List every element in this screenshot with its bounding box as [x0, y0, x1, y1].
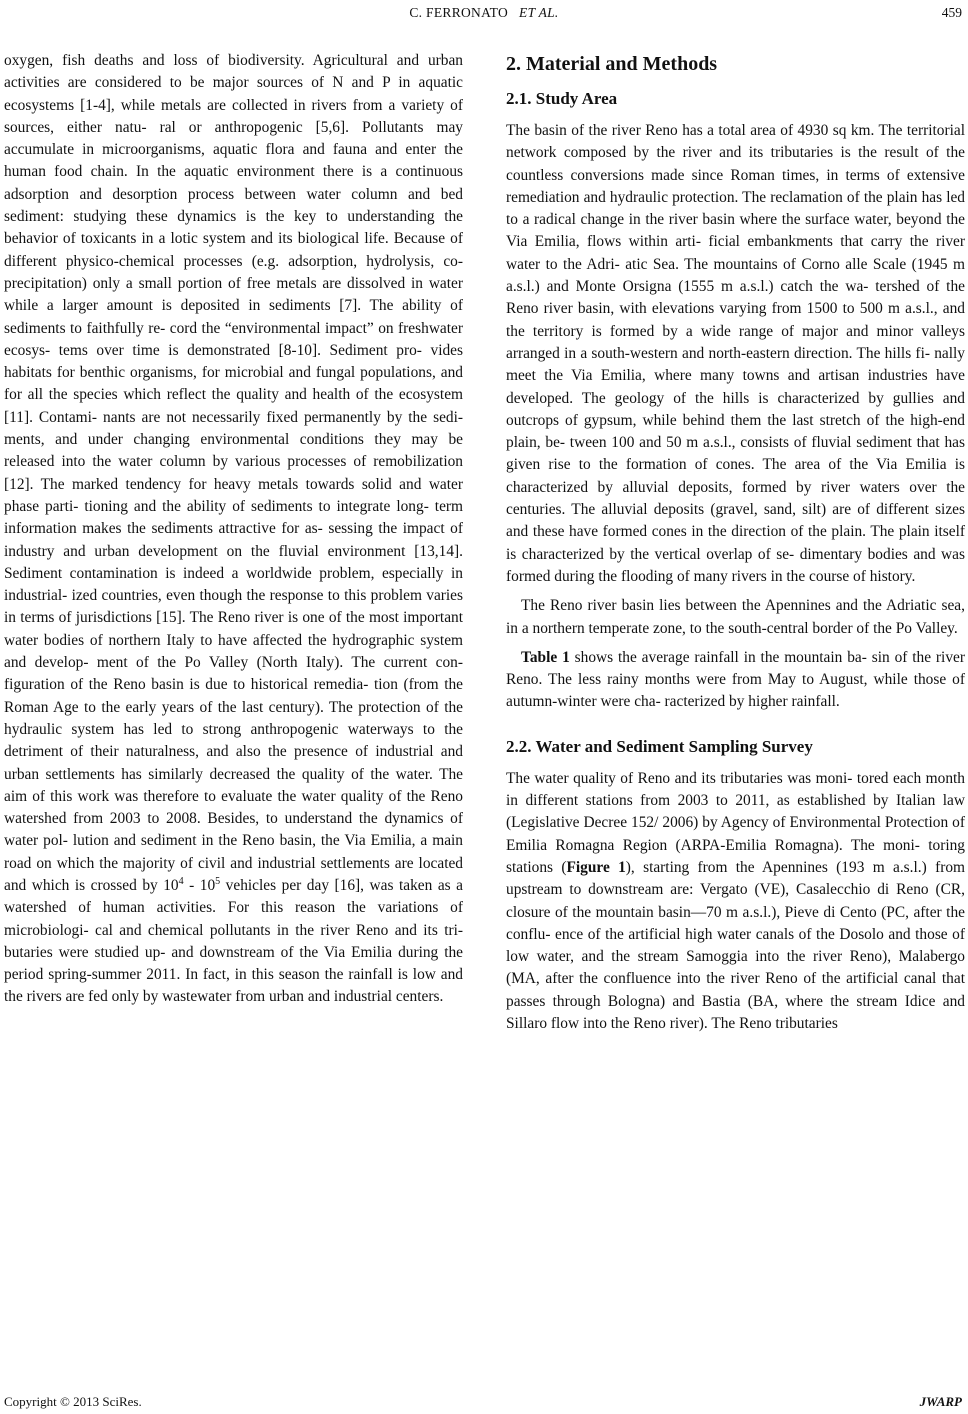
subsection-title-study-area: 2.1. Study Area — [506, 89, 618, 108]
footer-journal: JWARP — [919, 1394, 962, 1409]
study-area-paragraph-1: The basin of the river Reno has a total area of 4930 sq km. The territorial network composed by the river and its tributaries is the result of the countless conversions made since Roman times, in terms of extensive remediation and hydraulic protection. The reclamation of the plain has led to a radical change in the river basin where the surface water, beyond the Via Emilia, flows within arti- ficial embankments that carry the river water to the Adri- atic Sea. The mountains of Corno alle Scale (1945 m a.s.l.) and Monte Orsigna (1555 m a.s.l.) catch the wa- tershed of the Reno river basin, with elevations varying from 1500 to 500 m a.s.l., and the territory is formed by a wide range of major and minor valleys arranged in a south-western and north-eastern direction. The hills fi- nally meet the Via Emilia, where many towns and artisan industries have developed. The geology of the hills is characterized by gullies and outcrops of gypsum, while behind them the last stretch of the high-end plain, be- tween 100 and 50 m a.s.l., consists of fluvial sediment that has given rise to the formation of cones. The area of the Via Emilia is characterized by alluvial deposits, formed by river waters over the centuries. The alluvial deposits (gravel, sand, silt) are of different sizes and these have formed cones in the direction of the plain. The plain itself is characterized by the vertical overlap of se- dimentary bodies and was formed during the flooding of many rivers in the course of history. — [506, 122, 965, 585]
table-1-link[interactable]: Table 1 — [521, 648, 570, 666]
superscript-exponent-2: 5 — [215, 875, 221, 887]
left-paragraph — [4, 50, 463, 1009]
footer-copyright: Copyright © 2013 SciRes. — [4, 1394, 142, 1409]
superscript-exponent-1: 4 — [178, 875, 184, 887]
page-number: 459 — [941, 5, 962, 20]
sampling-paragraph — [506, 768, 965, 1036]
header-et-al: ET AL. — [519, 5, 559, 20]
study-area-paragraph-2: The Reno river basin lies between the Apennines and the Adriatic sea, in a northern temperate zone, to the south-central border of the Po Valley. — [506, 597, 965, 637]
running-header — [0, 2, 968, 24]
sampling-paragraph-text-b: ), starting from the Apennines (193 m a.s.l.) from upstream to downstream are: Vergato (VE), Casalecchio di Reno (CR, closure of the mountain basin—70 m a.s.l.), Pieve di Cento (PC, after the conflu- ence of the artificial high water canals of the Dosolo and those of low water, and the stream Samoggia into the river Reno), Malabergo (MA, after the confluence into the river Reno of the artificial canal that passes through Bologna) and Bastia (BA, where the stream Idice and Sillaro flow into the Reno river). The Reno tributaries — [506, 858, 965, 1032]
figure-1-link[interactable]: Figure 1 — [566, 858, 626, 876]
left-column — [4, 50, 463, 1009]
left-paragraph-text-a: oxygen, fish deaths and loss of biodiversity. Agricultural and urban activities are considered to be major sources of N and P in aquatic ecosystems [1-4], while metals are collected in rivers from a variety of sources, either natu- ral or anthropogenic [5,6]. Pollutants may accumulate in microorganisms, aquatic flora and fauna and enter the human food chain. In the aquatic environment there is a continuous adsorption and desorption process between water column and bed sediment: studying these dynamics is the key to understanding the behavior of toxicants in a lotic system and its biological life. Because of different physico-chemical processes (e.g. adsorption, hydrolysis, co-precipitation) only a small portion of free metals are dissolved in water while a larger amount is deposited in sediments [7]. The ability of sediments to faithfully re- cord the “environmental impact” on freshwater ecosys- tems over time is demonstrated [8-10]. Sediment pro- vides habitats for benthic organisms, for microbial and fungal populations, and for all the species which reflect the quality and health of the ecosystem [11]. Contami- nants are not necessarily fixed permanently by the sedi- ments, and under changing environmental conditions they may be released into the water column by various processes of remobilization [12]. The marked tendency for heavy metals towards solid and water phase parti- tioning and the ability of sediments to integrate long- term information makes the sediments attractive for as- sessing the impact of industry and urban development on the fluvial environment [13,14]. Sediment contamination is indeed a worldwide problem, especially in industrial- ized countries, even though the response to this problem varies in terms of jurisdictions [15]. The Reno river is one of the most important water bodies of northern Italy to have affected the hydrographic system and develop- ment of the Po Valley (North Italy). The current con- figuration of the Reno basin is due to historical remedia- tion (from the Roman Age to the early years of the last century). The protection of the hydraulic system has led to strong anthropogenic waterways to the detriment of their naturalness, and also the presence of industrial and urban settlements has similarly decreased the quality of the water. The aim of this work was therefore to evaluate the water quality of the Reno watershed from 2003 to 2008. Besides, to understand the dynamics of water pol- lution and sediment in the Reno basin, the Via Emilia, a main road on which the majority of civil and industrial settlements are located and which is crossed by 10 — [4, 52, 463, 894]
sampling-paragraph-text-a: The water quality of Reno and its tributaries was moni- tored each month in different stations from 2003 to 2011, as established by Italian law (Legislative Decree 152/ 2006) by Agency of Environmental Protection of Emilia Romagna Region (ARPA-Emilia Romagna). The moni- toring stations ( — [506, 769, 965, 876]
right-column — [506, 50, 965, 1035]
section-title: 2. Material and Methods — [506, 53, 718, 75]
page-footer — [0, 1393, 968, 1411]
study-area-paragraph-3-text: shows the average rainfall in the mountain ba- sin of the river Reno. The less rainy months were from May to August, while those of autumn-winter were cha- racterized by higher rainfall. — [506, 648, 965, 711]
header-author-name: C. FERRONATO — [409, 5, 508, 20]
header-authors — [0, 2, 968, 24]
exponent-dash: - 10 — [183, 876, 216, 894]
study-area-paragraph-3 — [506, 647, 965, 714]
subsection-title-sampling: 2.2. Water and Sediment Sampling Survey — [506, 736, 813, 756]
left-paragraph-text-b: vehicles per day [16], was taken as a watershed of human activities. For this reason the variations of microbiologi- cal and chemical pollutants in the river Reno and its tri- butaries were studied up- and downstream of the Via Emilia during the period spring-summer 2011. In fact, in this season the rainfall is low and the rivers are fed only by wastewater from urban and industrial centers. — [4, 876, 463, 1006]
